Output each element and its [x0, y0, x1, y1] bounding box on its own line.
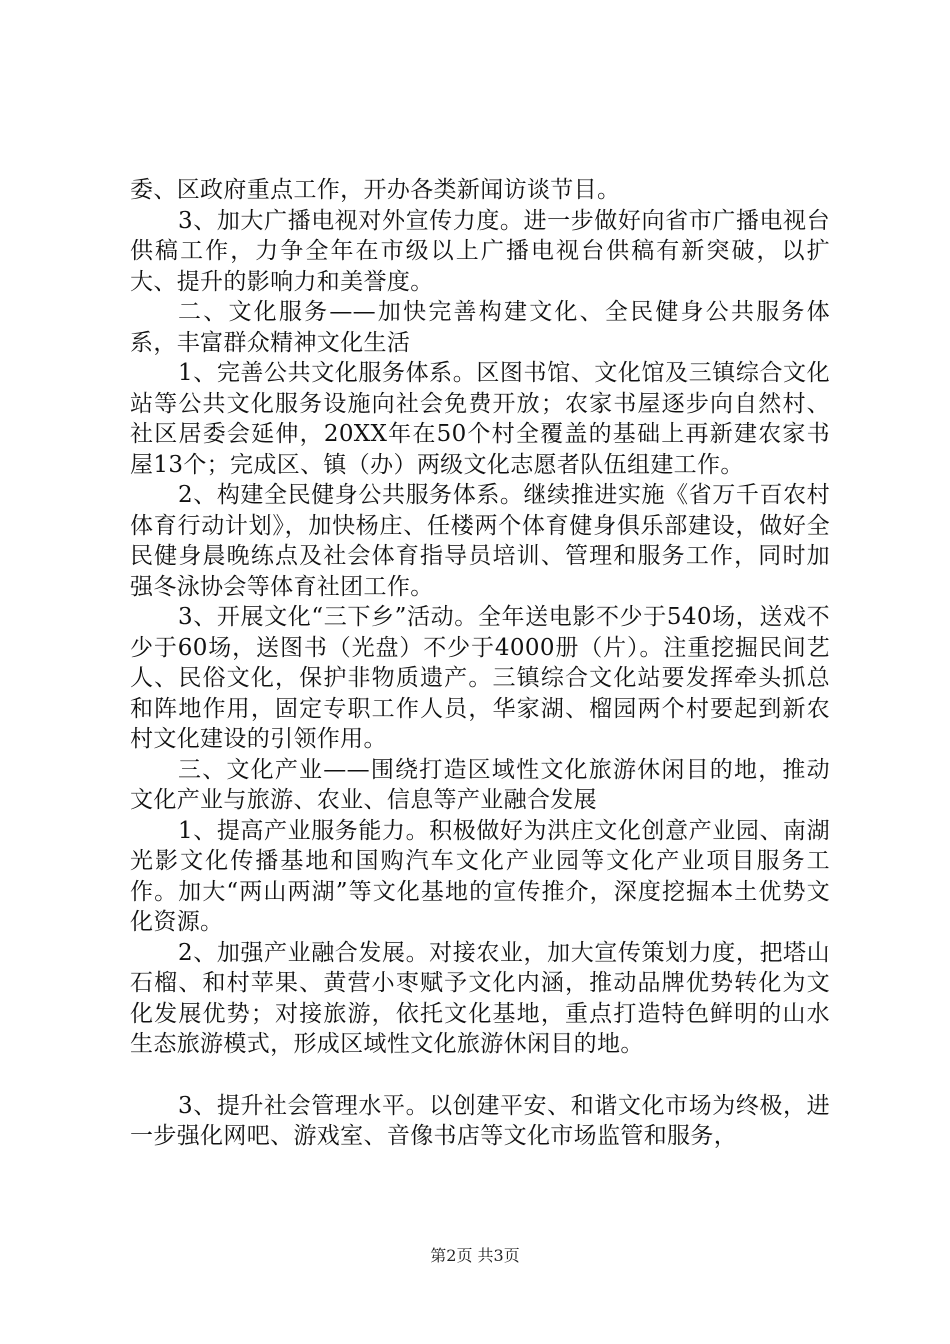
paragraph-public-culture-system: 1、完善公共文化服务体系。区图书馆、文化馆及三镇综合文化站等公共文化服务设施向社会免费开放；农家书屋逐步向自然村、社区居委会延伸，20XX年在50个村全覆盖的基础上再新建农家书屋13个；完成区、镇（办）两级文化志愿者队伍组建工作。 [130, 360, 830, 478]
paragraph-social-management: 3、提升社会管理水平。以创建平安、和谐文化市场为终极，进一步强化网吧、游戏室、音像书店等文化市场监管和服务， [130, 1092, 830, 1149]
page-number-footer: 第2页 共3页 [430, 1246, 520, 1265]
paragraph-industry-integration: 2、加强产业融合发展。对接农业，加大宣传策划力度，把塔山石榴、和村苹果、黄营小枣赋予文化内涵，推动品牌优势转化为文化发展优势；对接旅游，依托文化基地，重点打造特色鲜明的山水生态旅游模式，形成区域性文化旅游休闲目的地。 [130, 939, 830, 1057]
paragraph-continuation: 委、区政府重点工作，开办各类新闻访谈节目。 [130, 177, 621, 203]
section-heading-cultural-services: 二、文化服务——加快完善构建文化、全民健身公共服务体系，丰富群众精神文化生活 [130, 299, 830, 356]
paragraph-fitness-system: 2、构建全民健身公共服务体系。继续推进实施《省万千百农村体育行动计划》，加快杨庄、任楼两个体育健身俱乐部建设，做好全民健身晨晚练点及社会体育指导员培训、管理和服务工作，同时加强冬泳协会等体育社团工作。 [130, 482, 830, 600]
paragraph-industry-service: 1、提高产业服务能力。积极做好为洪庄文化创意产业园、南湖光影文化传播基地和国购汽车文化产业园等文化产业项目服务工作。加大“两山两湖”等文化基地的宣传推介，深度挖掘本土优势文化资源。 [130, 817, 830, 935]
paragraph-three-to-countryside: 3、开展文化“三下乡”活动。全年送电影不少于540场，送戏不少于60场，送图书（光盘）不少于4000册（片）。注重挖掘民间艺人、民俗文化，保护非物质遗产。三镇综合文化站要发挥牵头抓总和阵地作用，固定专职工作人员，华家湖、榴园两个村要起到新农村文化建设的引领作用。 [130, 604, 830, 752]
section-heading-cultural-industry: 三、文化产业——围绕打造区域性文化旅游休闲目的地，推动文化产业与旅游、农业、信息等产业融合发展 [130, 756, 830, 813]
paragraph-broadcast-publicity: 3、加大广播电视对外宣传力度。进一步做好向省市广播电视台供稿工作，力争全年在市级以上广播电视台供稿有新突破，以扩大、提升的影响力和美誉度。 [130, 207, 830, 295]
document-body [130, 175, 830, 1152]
